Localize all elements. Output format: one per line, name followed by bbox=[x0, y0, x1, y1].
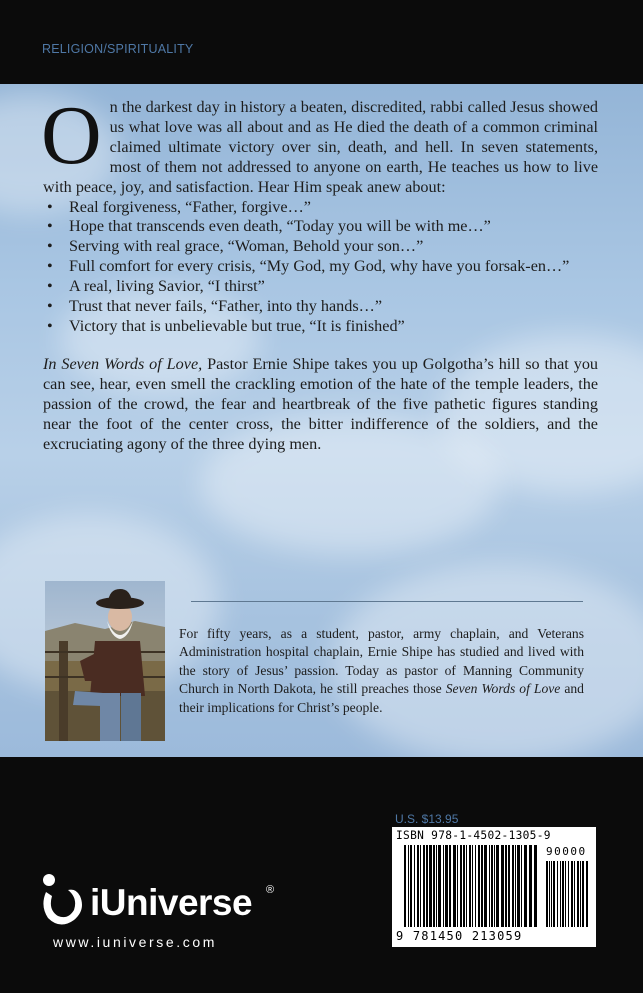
price-label: U.S. $13.95 bbox=[395, 812, 459, 826]
bio-text: For fifty years, as a student, pastor, army chaplain, and Veterans Administration hospital chaplain, Ernie Shipe has studied and lived with the story of Jesus’ passion. Today as pastor of Manning Community Church in North Dakota, he still preaches those bbox=[179, 626, 584, 697]
isbn-label: ISBN 978-1-4502-1305-9 bbox=[396, 829, 551, 842]
category-label: RELIGION/SPIRITUALITY bbox=[42, 42, 194, 56]
author-photo bbox=[45, 581, 165, 741]
publisher-website: www.iuniverse.com bbox=[53, 934, 218, 950]
barcode-addon: 90000 bbox=[546, 845, 587, 858]
drop-cap: O bbox=[41, 89, 102, 182]
list-item: • Real forgiveness, “Father, forgive…” bbox=[43, 198, 598, 218]
barcode bbox=[392, 827, 596, 947]
iuniverse-swirl-icon bbox=[40, 872, 88, 928]
author-photo-image bbox=[45, 581, 165, 741]
list-item: • Serving with real grace, “Woman, Behold your son…” bbox=[43, 237, 598, 257]
bio-text-end: and their implications for Christ’s people. bbox=[179, 681, 584, 715]
description-block bbox=[41, 89, 599, 454]
intro-text: n the darkest day in history a beaten, discredited, rabbi called Jesus showed us what love was all about and as He died the death of a common criminal claimed ultimate victory over sin, death, and hell. In seven statements, most of them not addressed to anyone on earth, He teaches us how to live with peace, joy, and satisfaction. Hear Him speak anew about: bbox=[43, 98, 598, 196]
intro-paragraph bbox=[41, 89, 598, 198]
list-item: • Victory that is unbelievable but true, “It is finished” bbox=[43, 317, 598, 337]
book-title-italic: Seven Words of Love bbox=[445, 681, 561, 697]
author-bio bbox=[179, 625, 584, 717]
publisher-name: iUniverse bbox=[90, 882, 253, 923]
list-item: • Hope that transcends even death, “Today you will be with me…” bbox=[43, 217, 598, 237]
registered-mark: ® bbox=[266, 884, 275, 896]
summary-paragraph bbox=[43, 355, 598, 455]
divider bbox=[191, 601, 583, 602]
bullet-list bbox=[43, 198, 598, 337]
list-item: • Full comfort for every crisis, “My God, my God, why have you forsak-en…” bbox=[43, 257, 598, 277]
barcode-digits: 9 781450 213059 bbox=[396, 929, 523, 943]
list-item: • A real, living Savior, “I thirst” bbox=[43, 277, 598, 297]
list-item: • Trust that never fails, “Father, into thy hands…” bbox=[43, 297, 598, 317]
book-title-italic: In Seven Words of Love, bbox=[43, 354, 203, 373]
publisher-logo bbox=[40, 872, 290, 932]
summary-text: Pastor Ernie Shipe takes you up Golgotha’s hill so that you can see, hear, even smell the crackling emotion of the hate of the temple leaders, the passion of the crowd, the fear and heartbreak of the five pathetic figures standing near the foot of the center cross, the bitter indifference of the soldiers, and the excruciating agony of the three dying men. bbox=[43, 354, 599, 453]
sky-panel bbox=[0, 84, 643, 757]
